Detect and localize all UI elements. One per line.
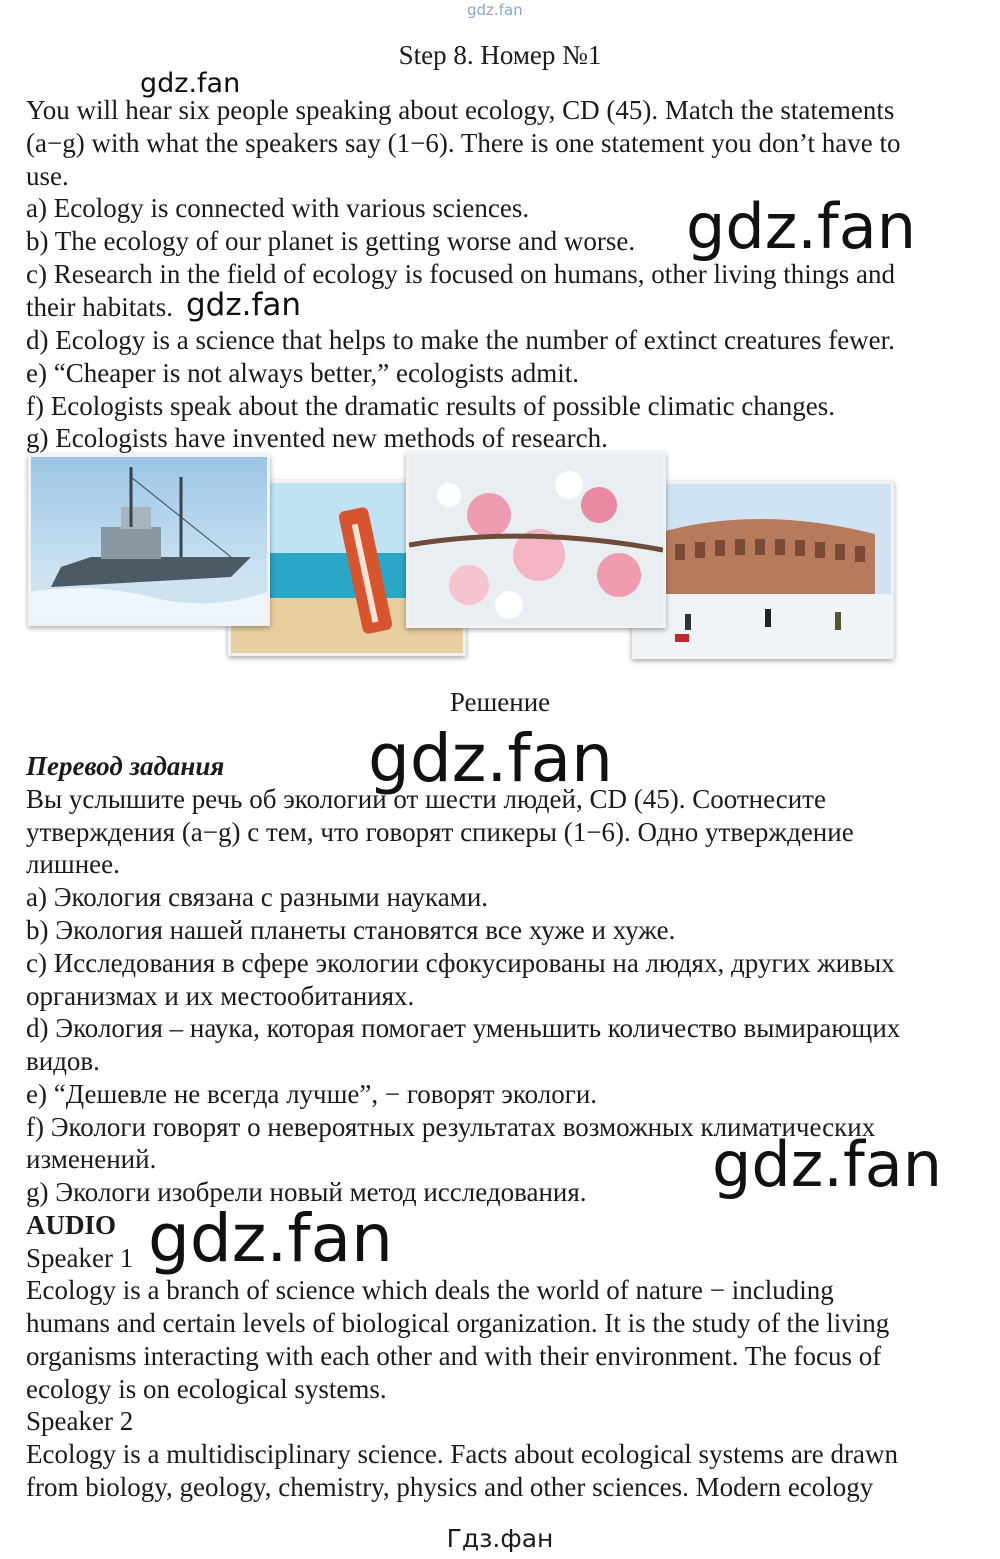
ship-in-ice-photo xyxy=(28,454,270,626)
translation-line: f) Экологи говорят о невероятных результатах возможных климатических xyxy=(26,1112,876,1142)
statement-a: a) Ecology is connected with various sciences. xyxy=(26,193,530,223)
translation-line: организмах и их местообитаниях. xyxy=(26,981,415,1011)
speaker-1-label: Speaker 1 xyxy=(26,1243,134,1273)
colosseum-in-snow-photo xyxy=(632,481,894,659)
watermark: gdz.fan xyxy=(686,190,917,263)
translation-line: видов. xyxy=(26,1046,100,1076)
footer-watermark: Гдз.фан xyxy=(446,1524,554,1553)
watermark: gdz.fan xyxy=(368,720,613,797)
translation-line: Вы услышите речь об экологии от шести людей, CD (45). Соотнесите xyxy=(26,784,826,814)
translation-line: a) Экология связана с разными науками. xyxy=(26,882,489,912)
speaker-1-line: ecology is on ecological systems. xyxy=(26,1374,387,1404)
translation-line: d) Экология – наука, которая помогает уменьшить количество вымирающих xyxy=(26,1013,901,1043)
statement-f: f) Ecologists speak about the dramatic results of possible climatic changes. xyxy=(26,391,836,421)
speaker-2-line: from biology, geology, chemistry, physics and other sciences. Modern ecology xyxy=(26,1472,874,1502)
statement-b: b) The ecology of our planet is getting worse and worse. xyxy=(26,226,636,256)
speaker-1-line: humans and certain levels of biological organization. It is the study of the living xyxy=(26,1308,890,1338)
translation-line: изменений. xyxy=(26,1144,157,1174)
speaker-1-line: Ecology is a branch of science which deals the world of nature − including xyxy=(26,1275,834,1305)
statement-g: g) Ecologists have invented new methods of research. xyxy=(26,423,608,453)
speaker-1-line: organisms interacting with each other and with their environment. The focus of xyxy=(26,1341,882,1371)
task-intro-line: You will hear six people speaking about ecology, CD (45). Match the statements xyxy=(26,95,895,125)
watermark: gdz.fan xyxy=(140,68,241,99)
watermark: gdz.fan xyxy=(712,1128,943,1201)
statement-d: d) Ecology is a science that helps to make the number of extinct creatures fewer. xyxy=(26,325,895,355)
translation-line: c) Исследования в сфере экологии сфокусированы на людях, других живых xyxy=(26,948,895,978)
statement-c: c) Research in the field of ecology is focused on humans, other living things and xyxy=(26,259,896,289)
translation-heading-text: Перевод задания xyxy=(26,751,225,781)
audio-heading-text: AUDIO xyxy=(26,1210,117,1240)
task-intro-line: use. xyxy=(26,161,69,191)
statement-c-continued: their habitats. xyxy=(26,292,173,322)
speaker-2-label: Speaker 2 xyxy=(26,1406,134,1436)
translation-heading xyxy=(26,750,224,783)
translation-line: утверждения (a−g) с тем, что говорят спикеры (1−6). Одно утверждение xyxy=(26,817,854,847)
page-title: Step 8. Номер №1 xyxy=(398,40,602,70)
translation-line: e) “Дешевле не всегда лучше”, − говорят экологи. xyxy=(26,1079,598,1109)
translation-line: лишнее. xyxy=(26,849,120,879)
audio-heading xyxy=(26,1209,116,1242)
task-intro-line: (a−g) with what the speakers say (1−6). There is one statement you don’t have to xyxy=(26,128,901,158)
speaker-2-line: Ecology is a multidisciplinary science. Facts about ecological systems are drawn xyxy=(26,1439,899,1469)
blossoms-in-snow-photo xyxy=(406,452,666,628)
watermark: gdz.fan xyxy=(148,1200,393,1277)
top-watermark: gdz.fan xyxy=(467,1,523,19)
solution-heading: Решение xyxy=(449,687,551,717)
statement-e: e) “Cheaper is not always better,” ecologists admit. xyxy=(26,358,579,388)
translation-line: g) Экологи изобрели новый метод исследования. xyxy=(26,1177,587,1207)
translation-line: b) Экология нашей планеты становятся все хуже и хуже. xyxy=(26,915,676,945)
watermark: gdz.fan xyxy=(186,287,302,323)
